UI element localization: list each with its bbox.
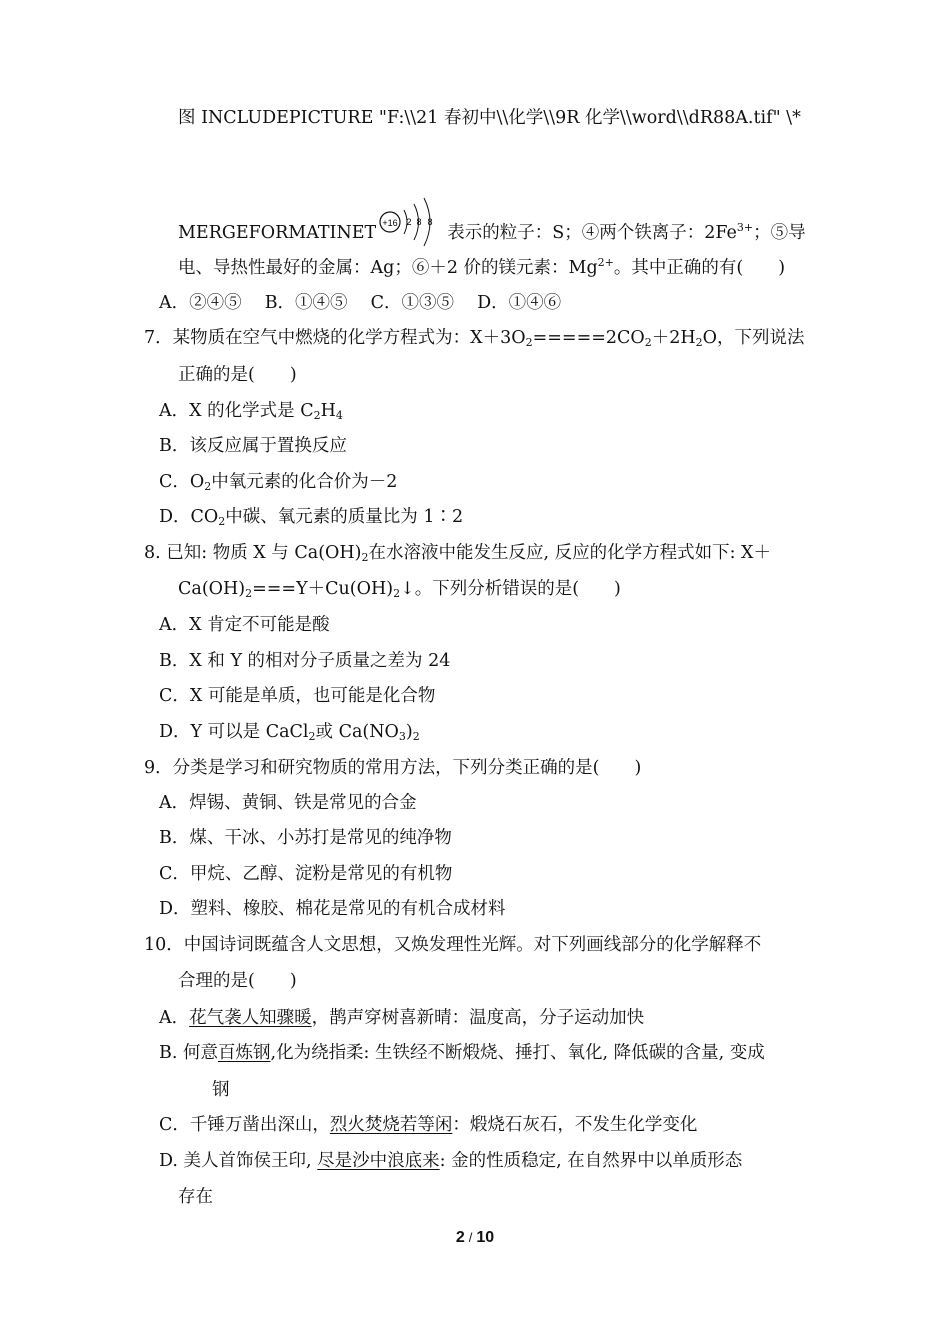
q8-stem: 8. 已知: 物质 X 与 $Ca(OH)_2$在水溶液中能发生反应, 反应的化学方程式如下: X＋ [144,543,771,564]
q10-option-b: B. 何意百炼钢,化为绕指柔: 生铁经不断煅烧、捶打、氧化, 降低碳的含量, 变成 [159,1043,765,1063]
q8-option-d: D．Y 可以是 CaCl$_2$或 $Ca(NO_3)_2$ [159,722,420,743]
underlined-phrase: 尽是沙中浪底来 [317,1151,440,1171]
q7-option-a: A．X 的化学式是 $C_2H_4$ [159,401,343,422]
q10-option-a: A．花气袭人知骤暖，鹊声穿树喜新晴：温度高，分子运动加快 [159,1008,645,1028]
underlined-phrase: 花气袭人知骤暖 [189,1008,312,1028]
q7-option-d: D．$CO_2$中碳、氧元素的质量比为 1∶2 [159,507,464,528]
q7-option-c: C．$O_2$中氧元素的化合价为－2 [159,472,398,493]
q6-line1: 图 INCLUDEPICTURE "F:\\21 春初中\\化学\\9R 化学\\word\\dR88A.tif" \* [178,108,801,128]
underlined-phrase: 烈火焚烧若等闲 [329,1115,453,1135]
q10-option-c: C．千锤万凿出深山，烈火焚烧若等闲：煅烧石灰石，不发生化学变化 [159,1115,698,1135]
q9-option-d: D．塑料、橡胶、棉花是常见的有机合成材料 [159,899,506,919]
atom-shell-2-electrons: 8 [416,217,422,227]
page-number: 2 / 10 [455,1229,495,1246]
q7-option-b: B．该反应属于置换反应 [159,436,347,456]
underlined-phrase: 百炼钢 [218,1043,271,1063]
sulfur-ion-structure-diagram [378,194,444,250]
q6-line3: 电、导热性最好的金属：Ag；⑥＋2 价的镁元素：$Mg^{2+}$。其中正确的有( ) [178,256,786,278]
q9-option-b: B．煤、干冰、小苏打是常见的纯净物 [159,828,452,848]
q9-stem: 9．分类是学习和研究物质的常用方法，下列分类正确的是( ) [144,758,642,778]
atom-shell-1-electrons: 2 [406,217,412,227]
atom-shell-3-electrons: 8 [427,217,433,227]
q9-option-c: C．甲烷、乙醇、淀粉是常见的有机物 [159,864,453,884]
q10-stem: 10．中国诗词既蕴含人文思想，又焕发理性光辉。对下列画线部分的化学解释不 [144,935,762,955]
q8-option-a: A．X 肯定不可能是酸 [159,615,330,635]
q6-options: A．②④⑤ B．①④⑤ C．①③⑤ D．①④⑥ [159,293,562,313]
q10-stem-cont: 合理的是( ) [178,971,297,991]
atom-nucleus-label: +16 [382,218,398,228]
q7-stem: 7．某物质在空气中燃烧的化学方程式为：$X+3O_2=====2CO_2+2H_2O$，下列说法 [144,328,805,349]
q8-stem-cont: $Ca(OH)_2===Y+Cu(OH)_2↓$。下列分析错误的是( ) [178,579,621,600]
q6-line2: MERGEFORMATINET +16 2 8 8 表示的粒子：S；④两个铁离子：$2Fe^{3+}$；⑤导 [178,194,806,250]
q7-stem-cont: 正确的是( ) [178,365,297,385]
q8-option-c: C．X 可能是单质，也可能是化合物 [159,686,436,706]
q9-option-a: A．焊锡、黄铜、铁是常见的合金 [159,793,417,813]
q8-option-b: B．X 和 Y 的相对分子质量之差为 24 [159,651,451,671]
q10-option-d-cont: 存在 [178,1187,213,1207]
q10-option-d: D. 美人首饰侯王印, 尽是沙中浪底来: 金的性质稳定, 在自然界中以单质形态 [159,1151,743,1171]
q10-option-b-cont: 钢 [212,1080,230,1100]
